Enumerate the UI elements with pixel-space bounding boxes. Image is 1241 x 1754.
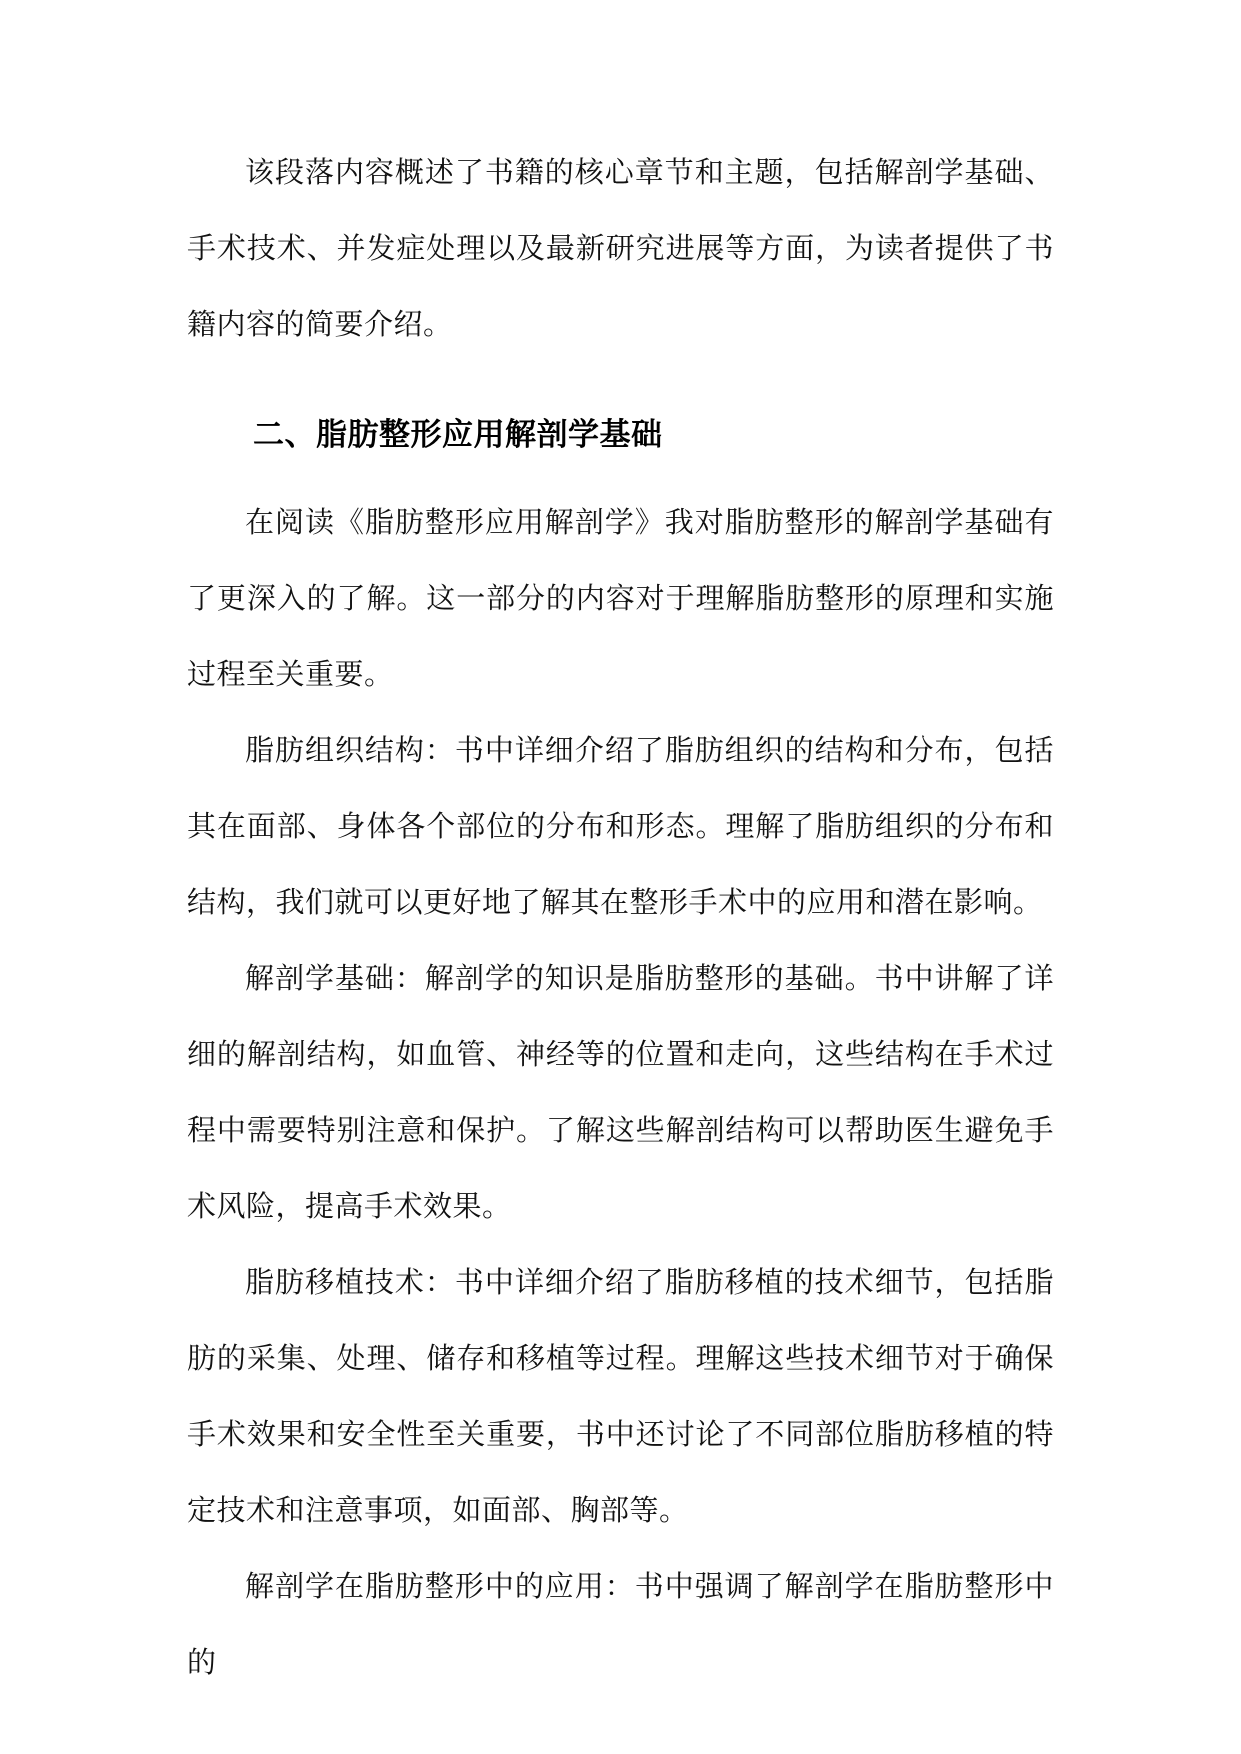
- paragraph-intro-summary: 该段落内容概述了书籍的核心章节和主题，包括解剖学基础、手术技术、并发症处理以及最新研究进展等方面，为读者提供了书籍内容的简要介绍。: [187, 155, 1054, 341]
- paragraph-anatomy-basics: 解剖学基础：解剖学的知识是脂肪整形的基础。书中讲解了详细的解剖结构，如血管、神经等的位置和走向，这些结构在手术过程中需要特别注意和保护。了解这些解剖结构可以帮助医生避免手术风险，提高手术效果。: [187, 961, 1054, 1223]
- paragraph-fat-grafting: 脂肪移植技术：书中详细介绍了脂肪移植的技术细节，包括脂肪的采集、处理、储存和移植等过程。理解这些技术细节对于确保手术效果和安全性至关重要，书中还讨论了不同部位脂肪移植的特定技术和注意事项，如面部、胸部等。: [187, 1265, 1054, 1527]
- paragraph-section-intro: 在阅读《脂肪整形应用解剖学》我对脂肪整形的解剖学基础有了更深入的了解。这一部分的内容对于理解脂肪整形的原理和实施过程至关重要。: [187, 505, 1054, 691]
- section-heading: 二、脂肪整形应用解剖学基础: [253, 417, 663, 453]
- paragraph-anatomy-application: 解剖学在脂肪整形中的应用：书中强调了解剖学在脂肪整形中的: [187, 1569, 1054, 1679]
- paragraph-fat-tissue-structure: 脂肪组织结构：书中详细介绍了脂肪组织的结构和分布，包括其在面部、身体各个部位的分布和形态。理解了脂肪组织的分布和结构，我们就可以更好地了解其在整形手术中的应用和潜在影响。: [187, 733, 1054, 919]
